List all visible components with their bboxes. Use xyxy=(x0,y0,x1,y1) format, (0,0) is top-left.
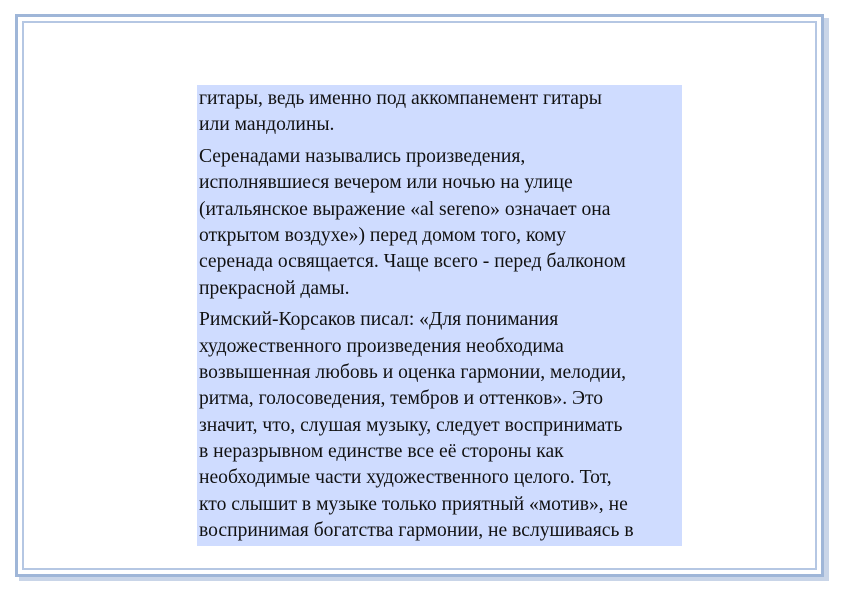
text-line: художественного произведения необходима xyxy=(199,335,564,357)
text-line: значит, что, слушая музыку, следует воспринимать xyxy=(199,414,623,436)
highlighted-text-block xyxy=(197,85,682,546)
paragraph-3 xyxy=(199,307,682,545)
text-line: гитары, ведь именно под аккомпанемент гитары xyxy=(199,88,602,109)
text-line: в неразрывном единстве все её стороны как xyxy=(199,441,564,463)
frame-shadow-right xyxy=(824,18,829,581)
text-line: или мандолины. xyxy=(199,114,335,136)
text-line: исполнявшиеся вечером или ночью на улице xyxy=(199,172,573,194)
text-line: открытом воздухе») перед домом того, кому xyxy=(199,224,567,246)
text-line: Серенадами назывались произведения, xyxy=(199,145,526,167)
text-line: прекрасной дамы. xyxy=(199,277,350,299)
text-line: Римский-Корсаков писал: «Для понимания xyxy=(199,309,559,331)
text-line: (итальянское выражение «al sereno» означает она xyxy=(199,198,611,220)
paragraph-2 xyxy=(199,144,682,302)
text-line: ритма, голосоведения, тембров и оттенков». Это xyxy=(199,388,604,410)
frame-shadow-bottom xyxy=(19,577,829,581)
text-line: необходимые части художественного целого. Тот, xyxy=(199,467,612,489)
text-line: возвышенная любовь и оценка гармонии, мелодии, xyxy=(199,361,626,383)
paragraph-1 xyxy=(199,86,682,139)
text-line: серенада освящается. Чаще всего - перед балконом xyxy=(199,251,626,273)
text-line: воспринимая богатства гармонии, не вслушиваясь в xyxy=(199,520,634,542)
text-line: кто слышит в музыке только приятный «мотив», не xyxy=(199,493,628,515)
